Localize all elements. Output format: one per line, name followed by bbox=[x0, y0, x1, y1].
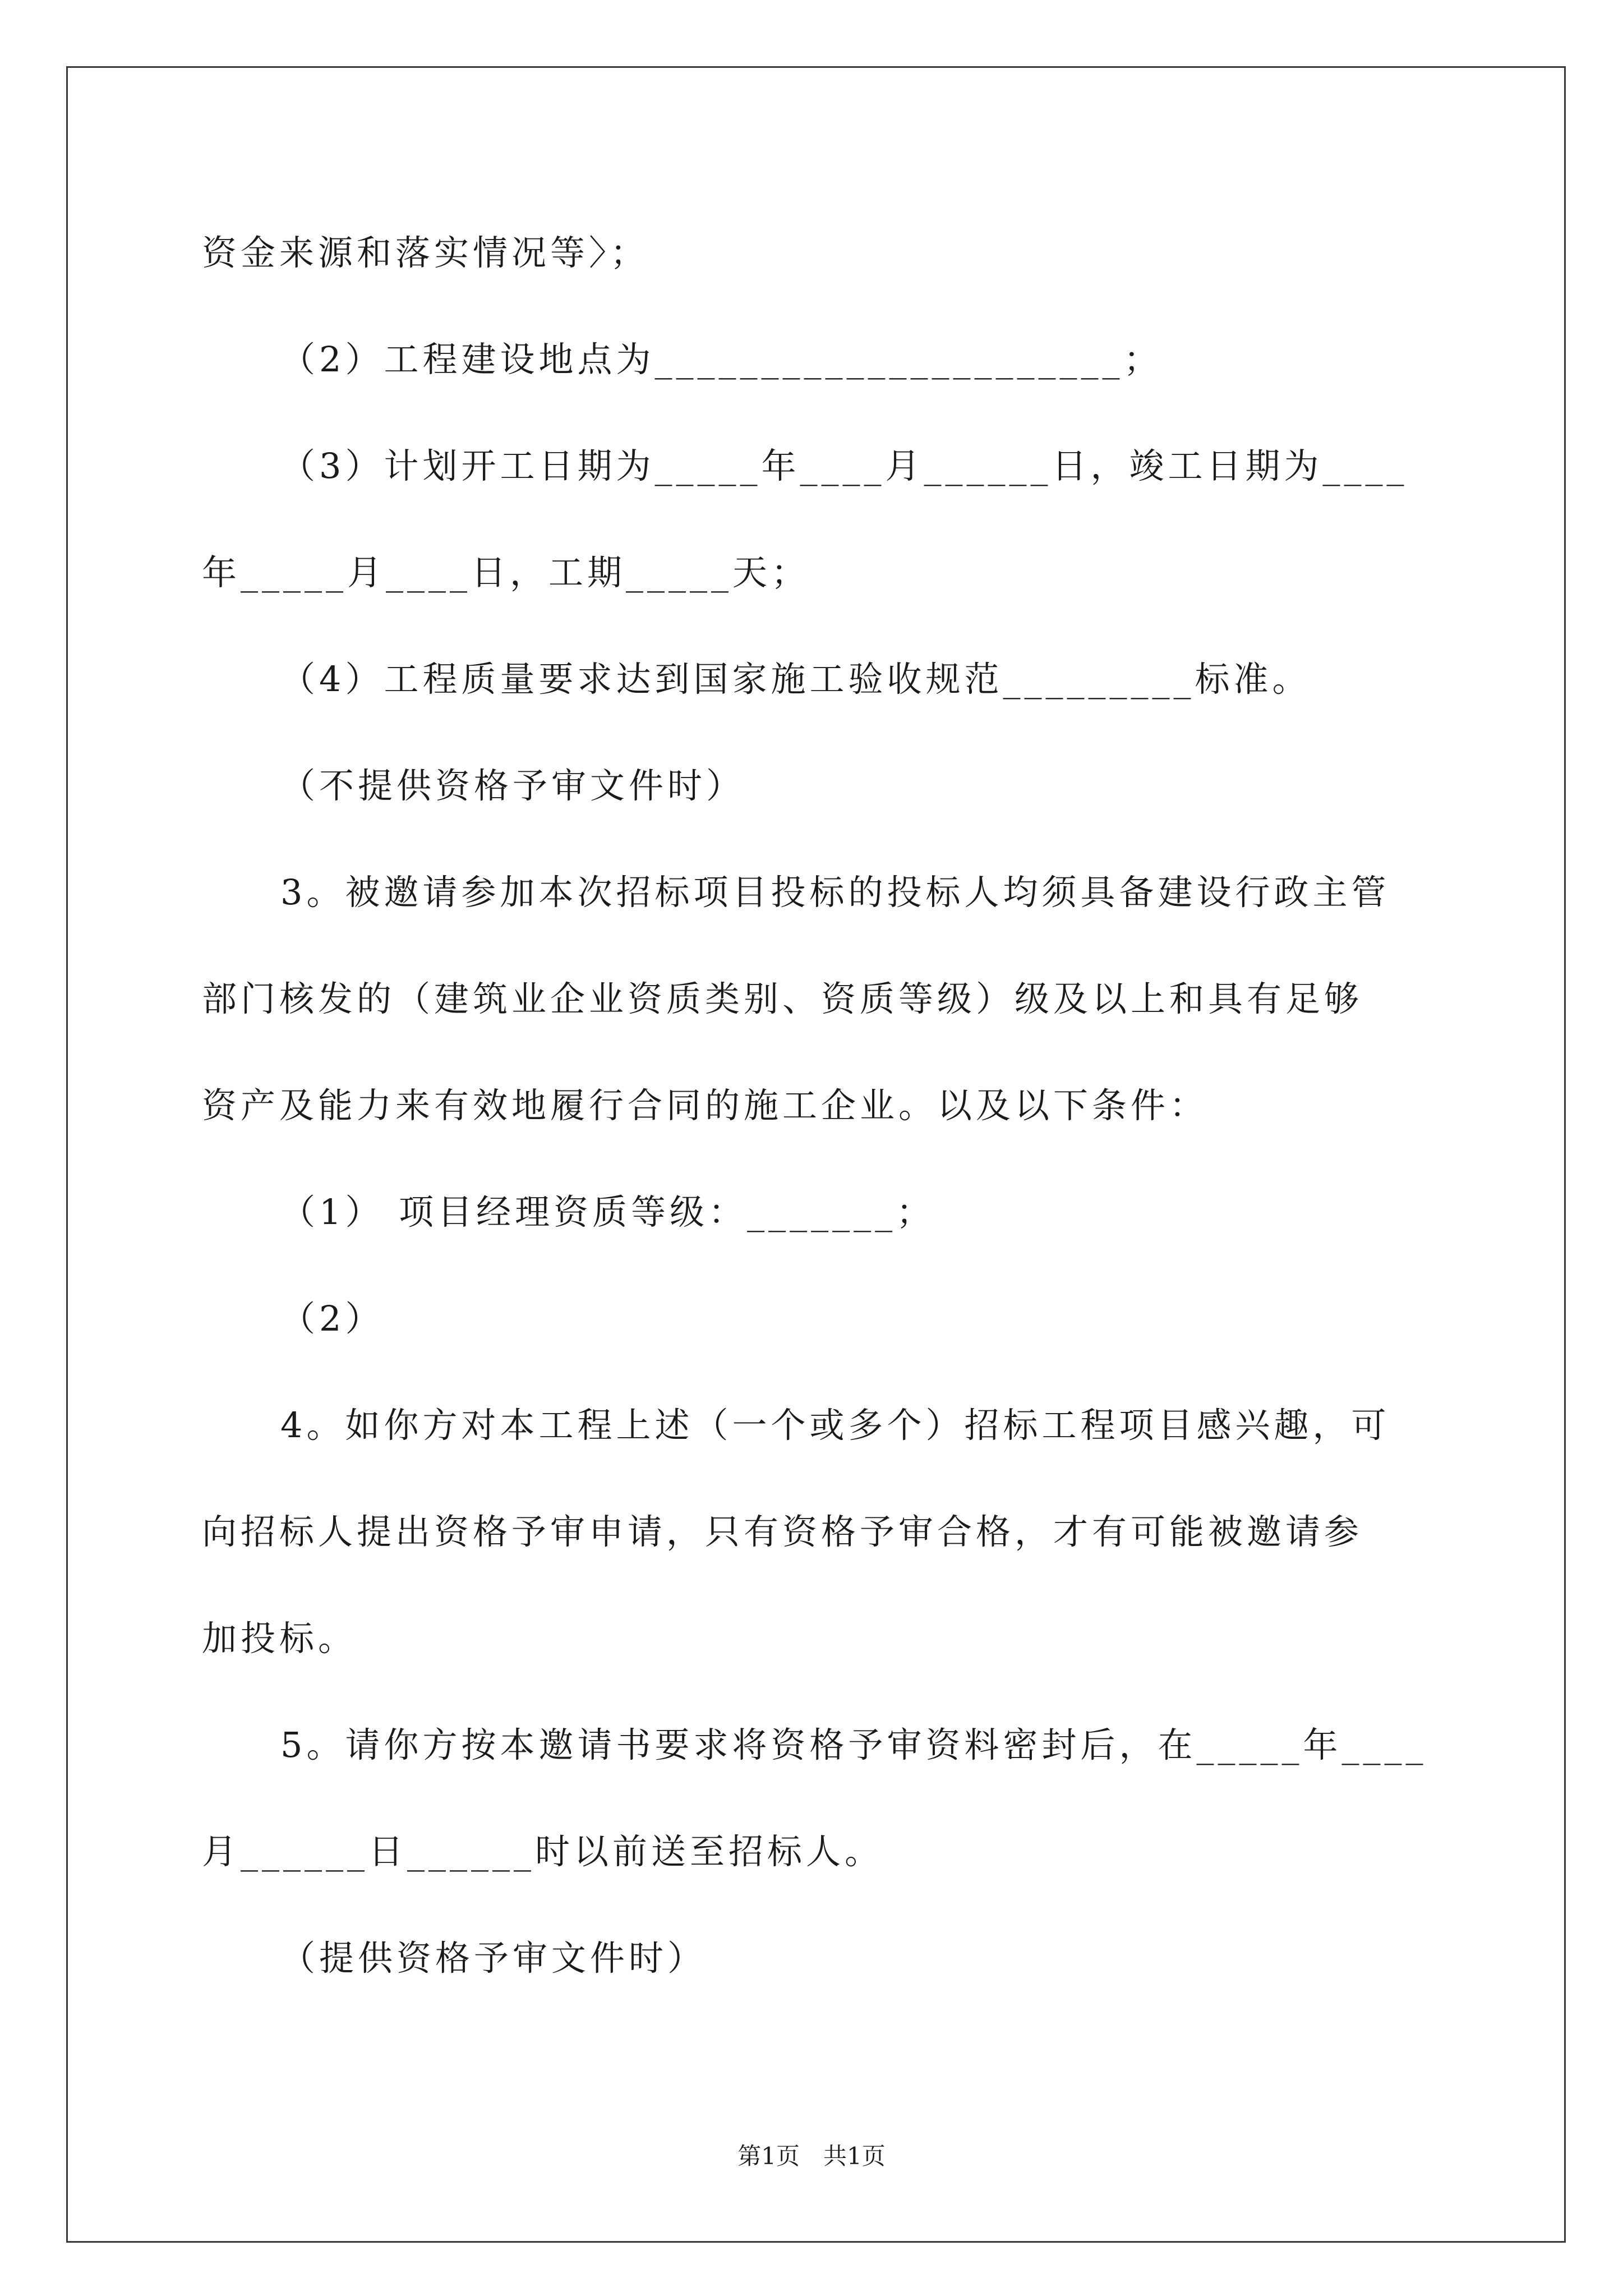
text-line: （1） 项目经理资质等级：_______； bbox=[280, 1191, 935, 1232]
text-line: 部门核发的（建筑业企业资质类别、资质等级）级及以上和具有足够 bbox=[202, 978, 1363, 1019]
text-line: 资金来源和落实情况等〉； bbox=[202, 232, 649, 273]
text-line: 5。请你方按本邀请书要求将资格予审资料密封后，在_____年____ bbox=[280, 1724, 1427, 1765]
text-line: 加投标。 bbox=[202, 1618, 357, 1659]
text-line: （2） bbox=[280, 1298, 384, 1339]
text-line: 3。被邀请参加本次招标项目投标的投标人均须具备建设行政主管 bbox=[280, 872, 1390, 913]
text-line: （2）工程建设地点为______________________； bbox=[280, 339, 1163, 380]
text-line: 向招标人提出资格予审申请，只有资格予审合格，才有可能被邀请参 bbox=[202, 1511, 1363, 1552]
text-line: 年_____月____日，工期_____天； bbox=[202, 552, 810, 593]
page-number-footer: 第1页 共1页 bbox=[737, 2142, 886, 2170]
text-line: 资产及能力来有效地履行合同的施工企业。以及以下条件： bbox=[202, 1085, 1209, 1126]
text-line: （不提供资格予审文件时） bbox=[280, 765, 745, 806]
text-line: （提供资格予审文件时） bbox=[280, 1938, 707, 1978]
text-line: （3）计划开工日期为_____年____月______日，竣工日期为____ bbox=[280, 445, 1408, 486]
document-body bbox=[202, 200, 1503, 2012]
text-line: （4）工程质量要求达到国家施工验收规范_________标准。 bbox=[280, 659, 1311, 700]
text-line: 4。如你方对本工程上述（一个或多个）招标工程项目感兴趣，可 bbox=[280, 1405, 1390, 1446]
text-line: 月______日______时以前送至招标人。 bbox=[202, 1831, 884, 1872]
